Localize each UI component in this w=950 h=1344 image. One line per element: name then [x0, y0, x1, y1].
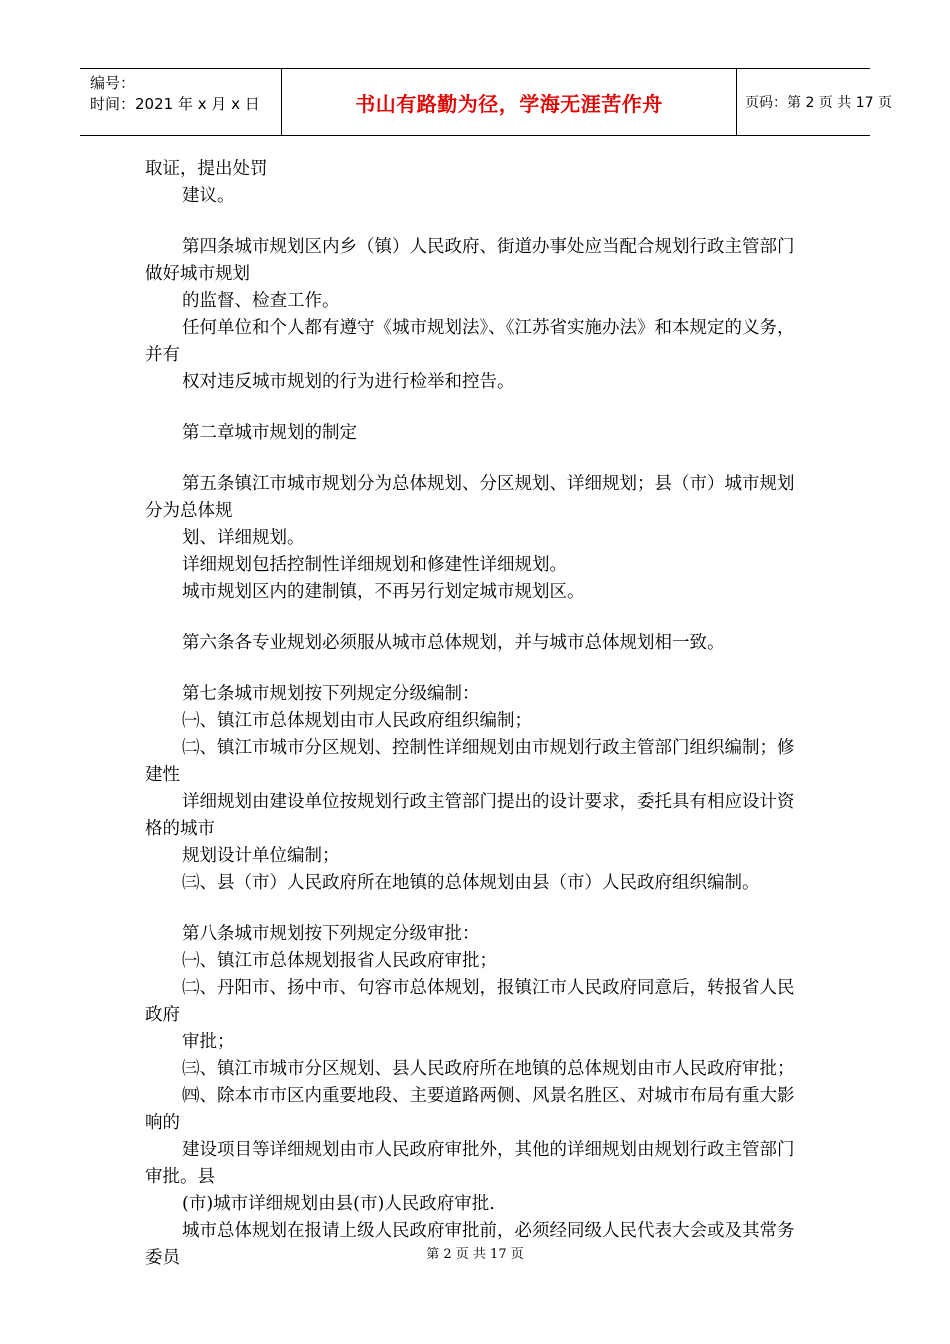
text-line: 建议。 — [182, 186, 235, 206]
paragraph-gap — [145, 447, 810, 471]
text-line: 第八条城市规划按下列规定分级审批： — [182, 924, 480, 944]
text-line: ㈣、除本市市区内重要地段、主要道路两侧、风景名胜区、对城市布局有重大影响的 — [145, 1086, 795, 1133]
text-line: 取证，提出处罚 — [145, 159, 268, 179]
text-line: 第四条城市规划区内乡（镇）人民政府、街道办事处应当配合规划行政主管部门做好城市规划 — [145, 237, 795, 284]
text-line: 审批； — [182, 1032, 235, 1052]
text-line: 规划设计单位编制； — [182, 846, 340, 866]
text-line: 的监督、检查工作。 — [182, 291, 340, 311]
header-page-info: 页码：第 2 页 共 17 页 — [745, 95, 892, 111]
text-line: 第二章城市规划的制定 — [182, 423, 357, 443]
header-meta — [80, 69, 282, 135]
paragraph-gap — [145, 606, 810, 630]
text-line: ㈡、丹阳市、扬中市、句容市总体规划，报镇江市人民政府同意后，转报省人民政府 — [145, 978, 795, 1025]
text-line: 第七条城市规划按下列规定分级编制： — [182, 684, 480, 704]
date-label: 时间：2021 年 x 月 x 日 — [90, 95, 260, 113]
text-line: 第六条各专业规划必须服从城市总体规划，并与城市总体规划相一致。 — [182, 633, 725, 653]
header-motto: 书山有路勤为径，学海无涯苦作舟 — [355, 91, 663, 116]
text-line: 城市总体规划在报请上级人民政府审批前，必须经同级人民代表大会或及其常务委员 — [145, 1221, 795, 1268]
page-header — [80, 68, 892, 136]
text-line: ㈠、镇江市总体规划报省人民政府审批； — [182, 951, 497, 971]
paragraph-gap — [145, 396, 810, 420]
page-footer: 第 2 页 共 17 页 — [426, 1247, 524, 1262]
text-line: 划、详细规划。 — [182, 528, 305, 548]
text-line: (市)城市详细规划由县(市)人民政府审批. — [182, 1194, 495, 1214]
text-line: ㈡、镇江市城市分区规划、控制性详细规划由市规划行政主管部门组织编制；修建性 — [145, 738, 795, 785]
paragraph-gap — [145, 657, 810, 681]
text-line: 详细规划由建设单位按规划行政主管部门提出的设计要求，委托具有相应设计资格的城市 — [145, 792, 795, 839]
text-line: ㈢、镇江市城市分区规划、县人民政府所在地镇的总体规划由市人民政府审批； — [182, 1059, 795, 1079]
paragraph-gap — [145, 897, 810, 921]
text-line: ㈢、县（市）人民政府所在地镇的总体规划由县（市）人民政府组织编制。 — [182, 873, 760, 893]
number-label: 编号： — [90, 74, 136, 92]
header-motto-cell — [282, 69, 737, 135]
text-line: 建设项目等详细规划由市人民政府审批外，其他的详细规划由规划行政主管部门审批。县 — [145, 1140, 795, 1187]
text-line: 权对违反城市规划的行为进行检举和控告。 — [182, 372, 515, 392]
text-line: 第五条镇江市城市规划分为总体规划、分区规划、详细规划；县（市）城市规划分为总体规 — [145, 474, 795, 521]
paragraph-gap — [145, 210, 810, 234]
text-line: 城市规划区内的建制镇，不再另行划定城市规划区。 — [182, 582, 585, 602]
text-line: 任何单位和个人都有遵守《城市规划法》、《江苏省实施办法》和本规定的义务，并有 — [145, 318, 795, 365]
text-line: ㈠、镇江市总体规划由市人民政府组织编制； — [182, 711, 532, 731]
body-text — [145, 156, 810, 1272]
text-line: 详细规划包括控制性详细规划和修建性详细规划。 — [182, 555, 567, 575]
